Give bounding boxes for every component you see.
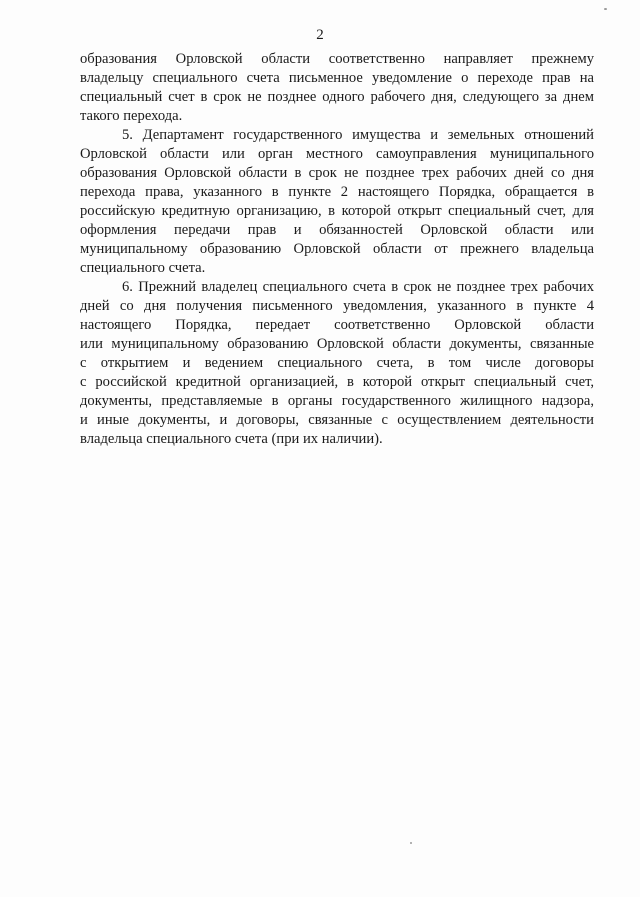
text-line: с российской кредитной организацией, в которой открыт специальный счет, bbox=[80, 374, 594, 390]
scan-speck bbox=[604, 8, 607, 10]
text-line: образования Орловской области соответственно направляет прежнему bbox=[80, 51, 594, 67]
text-line: российскую кредитную организацию, в которой открыт специальный счет, для bbox=[80, 203, 594, 219]
document-body bbox=[80, 50, 594, 449]
text-line: владельцу специального счета письменное уведомление о переходе прав на bbox=[80, 70, 594, 86]
text-line: специальный счет в срок не позднее одного рабочего дня, следующего за днем bbox=[80, 89, 594, 105]
paragraph-start-line: 6. Прежний владелец специального счета в срок не позднее трех рабочих bbox=[122, 279, 594, 295]
text-line: образования Орловской области в срок не позднее трех рабочих дней со дня bbox=[80, 165, 594, 181]
text-line: специального счета. bbox=[80, 260, 206, 276]
text-line: настоящего Порядка, передает соответственно Орловской области bbox=[80, 317, 594, 333]
text-line: документы, представляемые в органы государственного жилищного надзора, bbox=[80, 393, 594, 409]
text-line: оформления передачи прав и обязанностей Орловской области или bbox=[80, 222, 594, 238]
text-line: перехода права, указанного в пункте 2 настоящего Порядка, обращается в bbox=[80, 184, 594, 200]
page-number: 2 bbox=[316, 27, 324, 43]
text-line: и иные документы, и договоры, связанные с осуществлением деятельности bbox=[80, 412, 594, 428]
text-line: Орловской области или орган местного самоуправления муниципального bbox=[80, 146, 594, 162]
text-line: такого перехода. bbox=[80, 108, 183, 124]
text-line: или муниципальному образованию Орловской области документы, связанные bbox=[80, 336, 594, 352]
text-line: владельца специального счета (при их наличии). bbox=[80, 431, 383, 447]
text-line: с открытием и ведением специального счета, в том числе договоры bbox=[80, 355, 594, 371]
text-line: муниципальному образованию Орловской области от прежнего владельца bbox=[80, 241, 594, 257]
scan-speck bbox=[410, 842, 412, 844]
paragraph-start-line: 5. Департамент государственного имущества и земельных отношений bbox=[122, 127, 594, 143]
text-line: дней со дня получения письменного уведомления, указанного в пункте 4 bbox=[80, 298, 594, 314]
